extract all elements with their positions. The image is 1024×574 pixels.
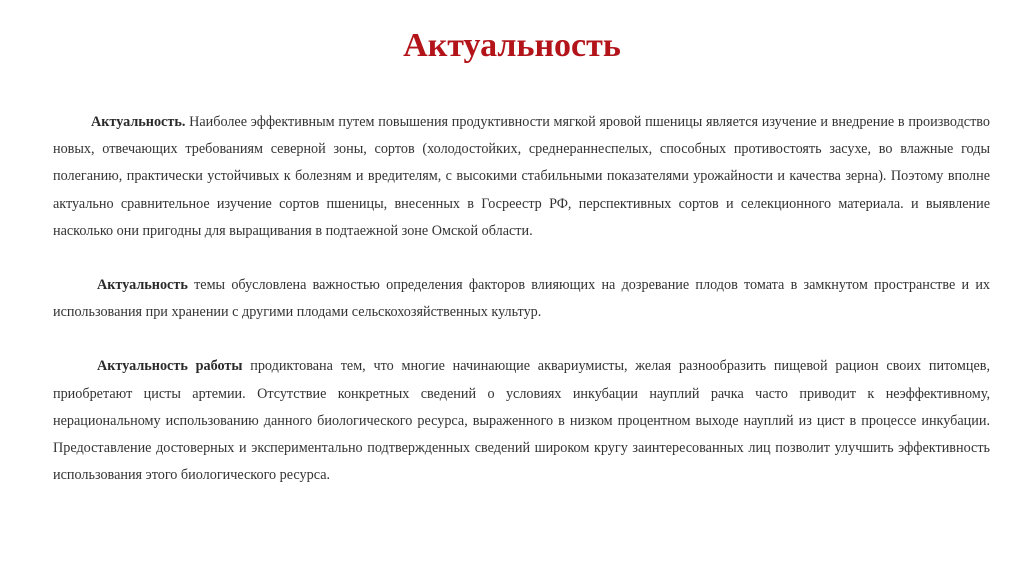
paragraph-tomato <box>53 272 990 326</box>
slide-body <box>53 109 990 489</box>
paragraph-artemia <box>53 353 990 489</box>
paragraph-wheat <box>53 109 990 245</box>
paragraph-lead: Актуальность <box>97 277 188 294</box>
paragraph-text: продиктована тем, что многие начинающие аквариумисты, желая разнообразить пищевой рацион своих питомцев, приобретают цисты артемии. Отсутствие конкретных сведений о условиях инкубации науплий рачка часто приводит к неэффективному, нерациональному использованию данного биологического ресурса, выраженного в низком процентном выходе науплий из цист в процессе инкубации. Предоставление достоверных и экспериментально подтвержденных сведений широком кругу заинтересованных лиц позволит улучшить эффективность использования этого биологического ресурса. <box>53 358 990 484</box>
slide-title: Актуальность <box>403 27 621 64</box>
paragraph-text: Наиболее эффективным путем повышения продуктивности мягкой яровой пшеницы является изучение и внедрение в производство новых, отвечающих требованиям северной зоны, сортов (холодостойких, среднераннеспелых, способных противостоять засухе, во влажные годы полеганию, практически устойчивых к болезням и вредителям, с высокими стабильными показателями урожайности и качества зерна). Поэтому вполне актуально сравнительное изучение сортов пшеницы, внесенных в Госреестр РФ, перспективных сортов и селекционного материала. и выявление насколько они пригодны для выращивания в подтаежной зоне Омской области. <box>53 114 990 239</box>
paragraph-text: темы обусловлена важностью определения факторов влияющих на дозревание плодов томата в замкнутом пространстве и их использования при хранении с другими плодами сельскохозяйственных культур. <box>53 277 990 321</box>
paragraph-lead: Актуальность работы <box>97 358 243 375</box>
paragraph-lead: Актуальность. <box>91 114 186 130</box>
